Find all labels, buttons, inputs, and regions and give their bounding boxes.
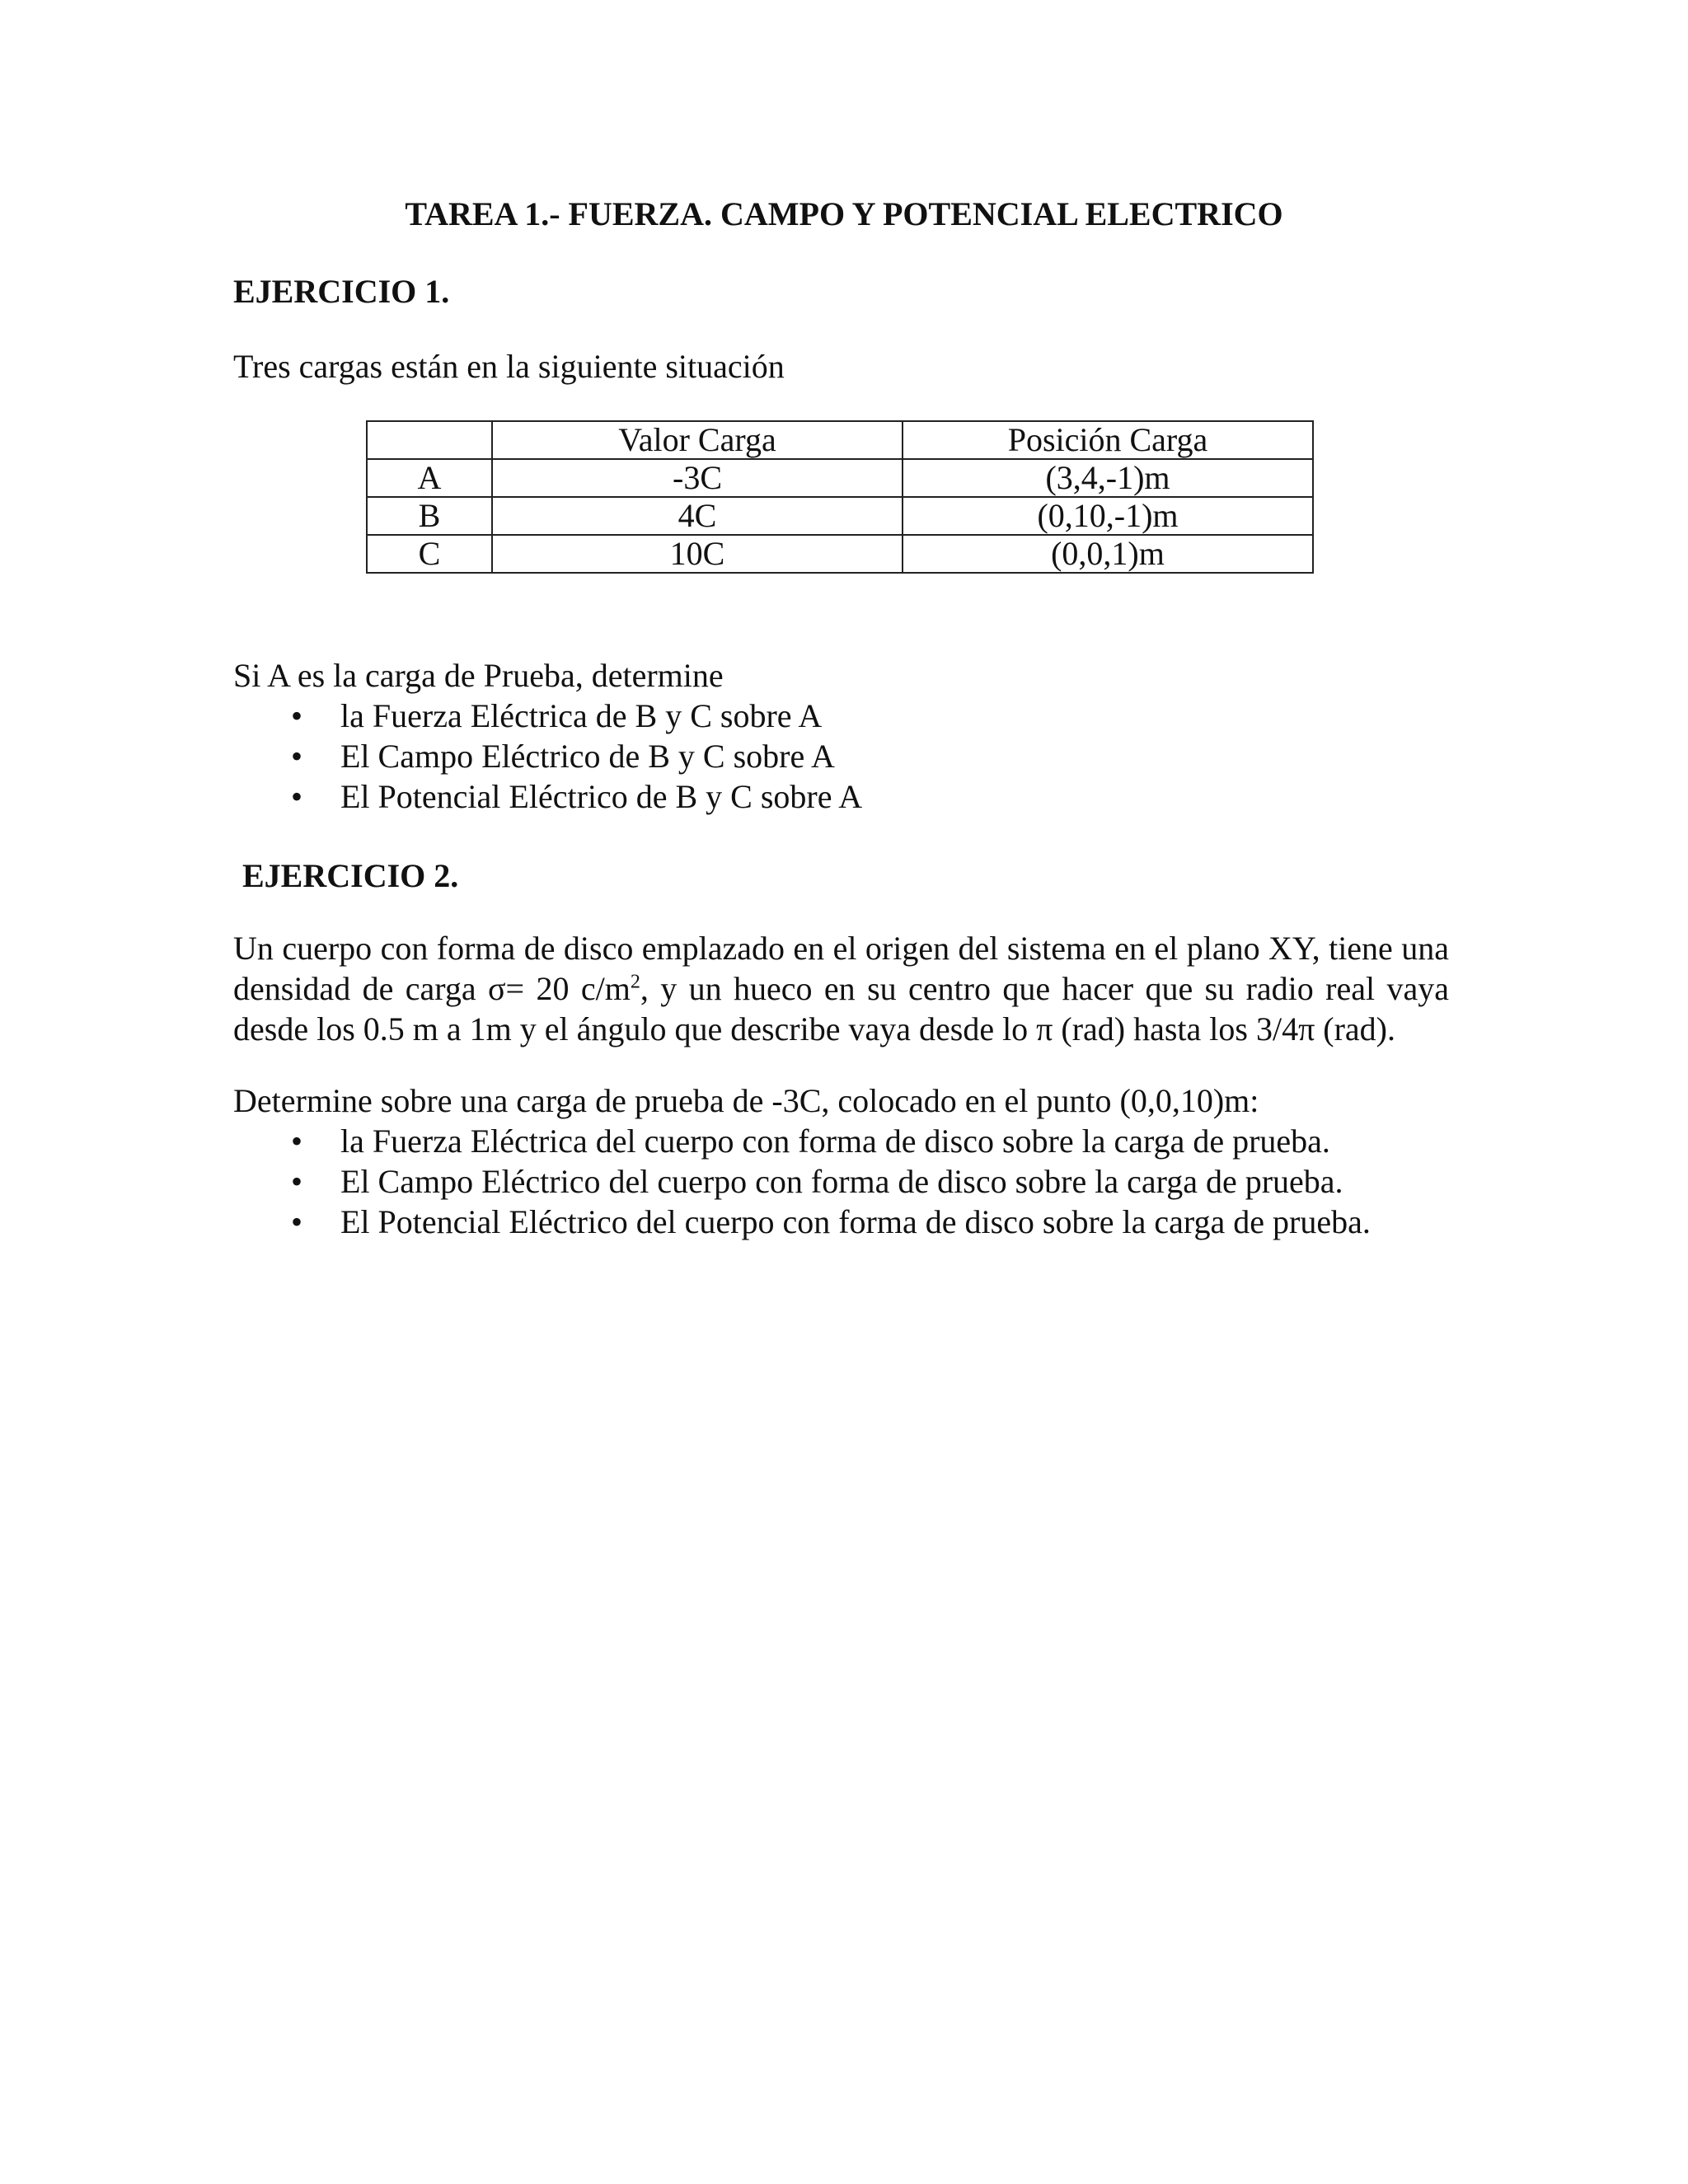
table-row [367,459,1313,497]
table-cell: (0,10,-1)m [903,497,1313,535]
table-row [367,535,1313,573]
document-title: TAREA 1.- FUERZA. CAMPO Y POTENCIAL ELECTRICO [405,195,1283,232]
paragraph-line: Un cuerpo con forma de disco emplazado en el origen del sistema en el plano XY, tiene una [233,930,1449,967]
list-item-text: El Potencial Eléctrico del cuerpo con forma de disco sobre la carga de prueba. [340,1203,1371,1240]
table-cell: B [367,497,492,535]
table-header-cell: Posición Carga [903,421,1313,459]
list-item [233,736,862,776]
table-cell: (3,4,-1)m [903,459,1313,497]
list-item-text: la Fuerza Eléctrica de B y C sobre A [340,697,823,734]
paragraph-fragment: , y un hueco en su centro que hacer que su radio real vaya [640,970,1449,1007]
exercise-2-list [233,1121,1371,1242]
bullet-icon: • [291,1203,303,1240]
table-cell: 4C [492,497,903,535]
table-cell: (0,0,1)m [903,535,1313,573]
superscript: 2 [630,971,640,993]
exercise-1-heading: EJERCICIO 1. [233,273,450,310]
list-item-text: El Potencial Eléctrico de B y C sobre A [340,778,863,815]
list-item [233,1202,1371,1242]
exercise-1-intro: Tres cargas están en la siguiente situación [233,348,785,385]
paragraph-fragment: densidad de carga σ= 20 c/m [233,970,631,1007]
exercise-2-prompt: Determine sobre una carga de prueba de -3C, colocado en el punto (0,0,10)m: [233,1082,1259,1119]
table-header-cell [367,421,492,459]
list-item [233,776,862,817]
list-item [233,1121,1371,1161]
bullet-icon: • [291,1122,303,1160]
exercise-2-paragraph [233,928,1449,1049]
bullet-icon: • [291,1163,303,1200]
charges-table [366,420,1314,574]
paragraph-line [233,968,1449,1009]
exercise-1-list [233,696,862,817]
list-item-text: El Campo Eléctrico del cuerpo con forma de disco sobre la carga de prueba. [340,1163,1343,1200]
table-header-row [367,421,1313,459]
table-cell: C [367,535,492,573]
paragraph-line: desde los 0.5 m a 1m y el ángulo que describe vaya desde lo π (rad) hasta los 3/4π (rad). [233,1010,1395,1047]
table-row [367,497,1313,535]
table-header-cell: Valor Carga [492,421,903,459]
list-item [233,1161,1371,1202]
table-cell: -3C [492,459,903,497]
list-item [233,696,862,736]
bullet-icon: • [291,778,303,815]
bullet-icon: • [291,697,303,734]
list-item-text: la Fuerza Eléctrica del cuerpo con forma de disco sobre la carga de prueba. [340,1122,1330,1160]
exercise-2-heading: EJERCICIO 2. [242,857,459,894]
table-cell: A [367,459,492,497]
list-item-text: El Campo Eléctrico de B y C sobre A [340,738,835,775]
bullet-icon: • [291,738,303,775]
table-cell: 10C [492,535,903,573]
exercise-1-prompt: Si A es la carga de Prueba, determine [233,657,724,694]
